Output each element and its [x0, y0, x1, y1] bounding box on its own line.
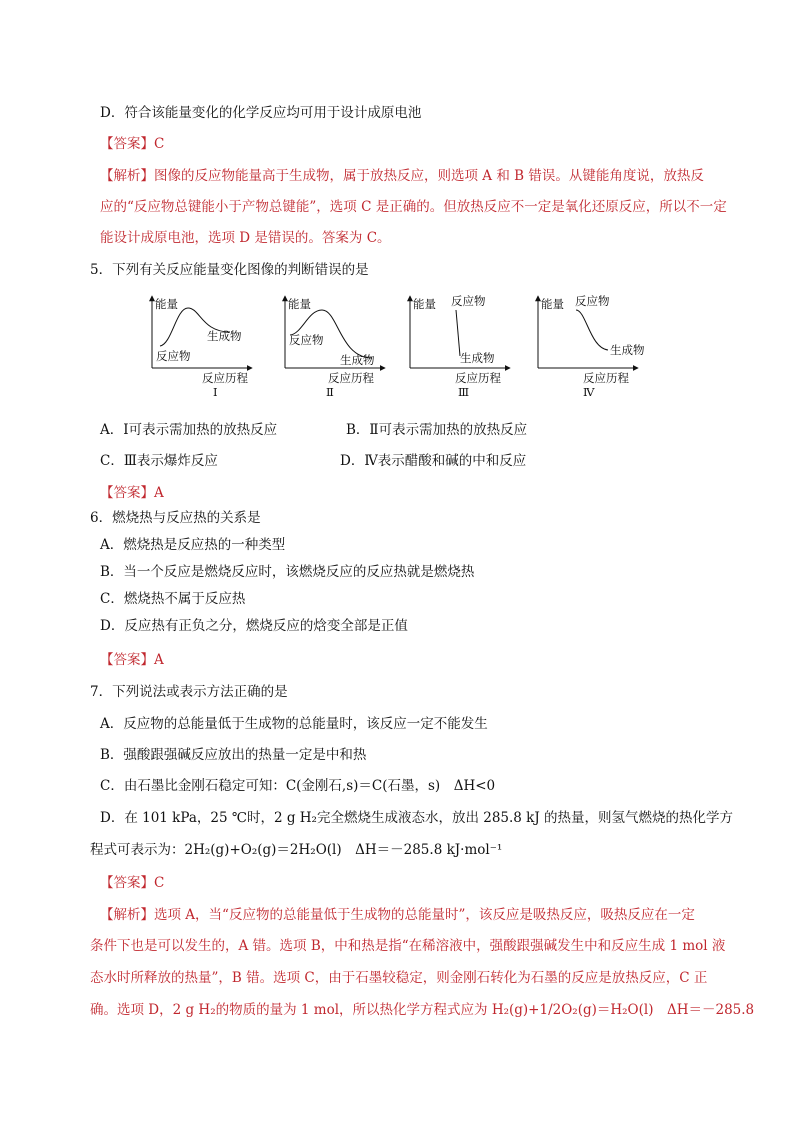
graph-3-number: Ⅲ [458, 385, 470, 399]
answer-value: C [154, 136, 165, 152]
answer-tag: 【答案】 [100, 485, 154, 501]
graph-1-number: Ⅰ [213, 385, 218, 399]
q5-option-d: D．Ⅳ表示醋酸和碱的中和反应 [340, 453, 527, 469]
answer-value: A [154, 485, 164, 501]
q5-energy-diagrams [140, 290, 660, 400]
graph-2-reactant: 反应物 [289, 333, 324, 347]
graph-4 [538, 294, 645, 399]
q4-answer [100, 135, 164, 153]
graph-3-ylabel: 能量 [413, 297, 436, 311]
graph-3 [410, 294, 510, 399]
graph-1 [152, 296, 252, 399]
graph-2-xlabel: 反应历程 [328, 371, 374, 385]
graph-2 [285, 296, 385, 399]
graph-4-number: Ⅳ [583, 385, 595, 399]
q7-stem: 7．下列说法或表示方法正确的是 [90, 684, 288, 700]
q6-option-d: D．反应热有正负之分，燃烧反应的焓变全部是正值 [100, 618, 408, 634]
graph-2-product: 生成物 [340, 353, 375, 367]
graph-3-product: 生成物 [460, 351, 495, 365]
energy-diagram-svg [140, 290, 660, 400]
q7-explanation-line-4: 确。选项 D，2 g H₂的物质的量为 1 mol，所以热化学方程式应为 H₂(g)+1/2O₂(g)＝H₂O(l) ΔH＝－285.8 [90, 1002, 755, 1018]
q4-explanation-line-1 [100, 167, 704, 185]
q7-explanation-line-3: 态水时所释放的热量”，B 错。选项 C，由于石墨较稳定，则金刚石转化为石墨的反应是放热反应，C 正 [90, 970, 708, 986]
graph-1-ylabel: 能量 [155, 297, 178, 311]
graph-3-xlabel: 反应历程 [455, 371, 501, 385]
q4-explanation-line-2: 应的“反应物总键能小于产物总键能”，选项 C 是正确的。但放热反应不一定是氧化还原反应，所以不一定 [100, 199, 727, 215]
graph-4-xlabel: 反应历程 [583, 371, 629, 385]
q7-explanation-line-2: 条件下也是可以发生的，A 错。选项 B，中和热是指“在稀溶液中，强酸跟强碱发生中和反应生成 1 mol 液 [90, 938, 726, 954]
explanation-tag: 【解析】 [100, 168, 154, 184]
graph-3-reactant: 反应物 [451, 294, 486, 308]
q6-option-b: B．当一个反应是燃烧反应时，该燃烧反应的反应热就是燃烧热 [100, 564, 475, 580]
explanation-tag: 【解析】 [100, 907, 154, 923]
graph-1-product: 生成物 [207, 329, 242, 343]
graph-2-number: Ⅱ [326, 385, 334, 399]
q5-option-b: B．Ⅱ可表示需加热的放热反应 [346, 422, 528, 438]
graph-4-product: 生成物 [610, 343, 645, 357]
q7-explanation-line-1 [100, 906, 695, 924]
explanation-text: 图像的反应物能量高于生成物，属于放热反应，则选项 A 和 B 错误。从键能角度说，放热反 [154, 168, 704, 184]
q7-option-d-line-1: D．在 101 kPa，25 ℃时，2 g H₂完全燃烧生成液态水，放出 285.8 kJ 的热量，则氢气燃烧的热化学方 [100, 810, 734, 826]
q5-answer [100, 484, 164, 502]
graph-4-ylabel: 能量 [541, 297, 564, 311]
q4-explanation-line-3: 能设计成原电池，选项 D 是错误的。答案为 C。 [100, 230, 391, 246]
q7-answer [100, 874, 164, 892]
answer-value: A [154, 652, 164, 668]
q6-option-c: C．燃烧热不属于反应热 [100, 591, 246, 607]
answer-tag: 【答案】 [100, 875, 154, 891]
graph-4-reactant: 反应物 [575, 294, 610, 308]
q7-option-d-line-2: 程式可表示为：2H₂(g)+O₂(g)＝2H₂O(l) ΔH＝－285.8 kJ·mol⁻¹ [90, 842, 503, 858]
q6-answer [100, 651, 164, 669]
answer-tag: 【答案】 [100, 652, 154, 668]
q5-stem: 5．下列有关反应能量变化图像的判断错误的是 [90, 262, 369, 278]
graph-4-curve [576, 310, 608, 350]
graph-1-xlabel: 反应历程 [202, 371, 248, 385]
q4-option-d: D．符合该能量变化的化学反应均可用于设计成原电池 [100, 105, 422, 121]
q7-option-a: A．反应物的总能量低于生成物的总能量时，该反应一定不能发生 [100, 716, 488, 732]
q6-option-a: A．燃烧热是反应热的一种类型 [100, 537, 286, 553]
q6-stem: 6．燃烧热与反应热的关系是 [90, 510, 261, 526]
q7-option-c: C．由石墨比金刚石稳定可知：C(金刚石,s)＝C(石墨，s) ΔH<0 [100, 778, 496, 794]
answer-value: C [154, 875, 165, 891]
graph-3-curve [456, 310, 460, 356]
answer-tag: 【答案】 [100, 136, 154, 152]
graph-2-ylabel: 能量 [288, 297, 311, 311]
explanation-text: 选项 A，当“反应物的总能量低于生成物的总能量时”，该反应是吸热反应，吸热反应在一定 [154, 907, 695, 923]
graph-1-reactant: 反应物 [156, 349, 191, 363]
q5-option-a: A．Ⅰ可表示需加热的放热反应 [100, 422, 278, 438]
q7-option-b: B．强酸跟强碱反应放出的热量一定是中和热 [100, 747, 367, 763]
q5-option-c: C．Ⅲ表示爆炸反应 [100, 453, 218, 469]
